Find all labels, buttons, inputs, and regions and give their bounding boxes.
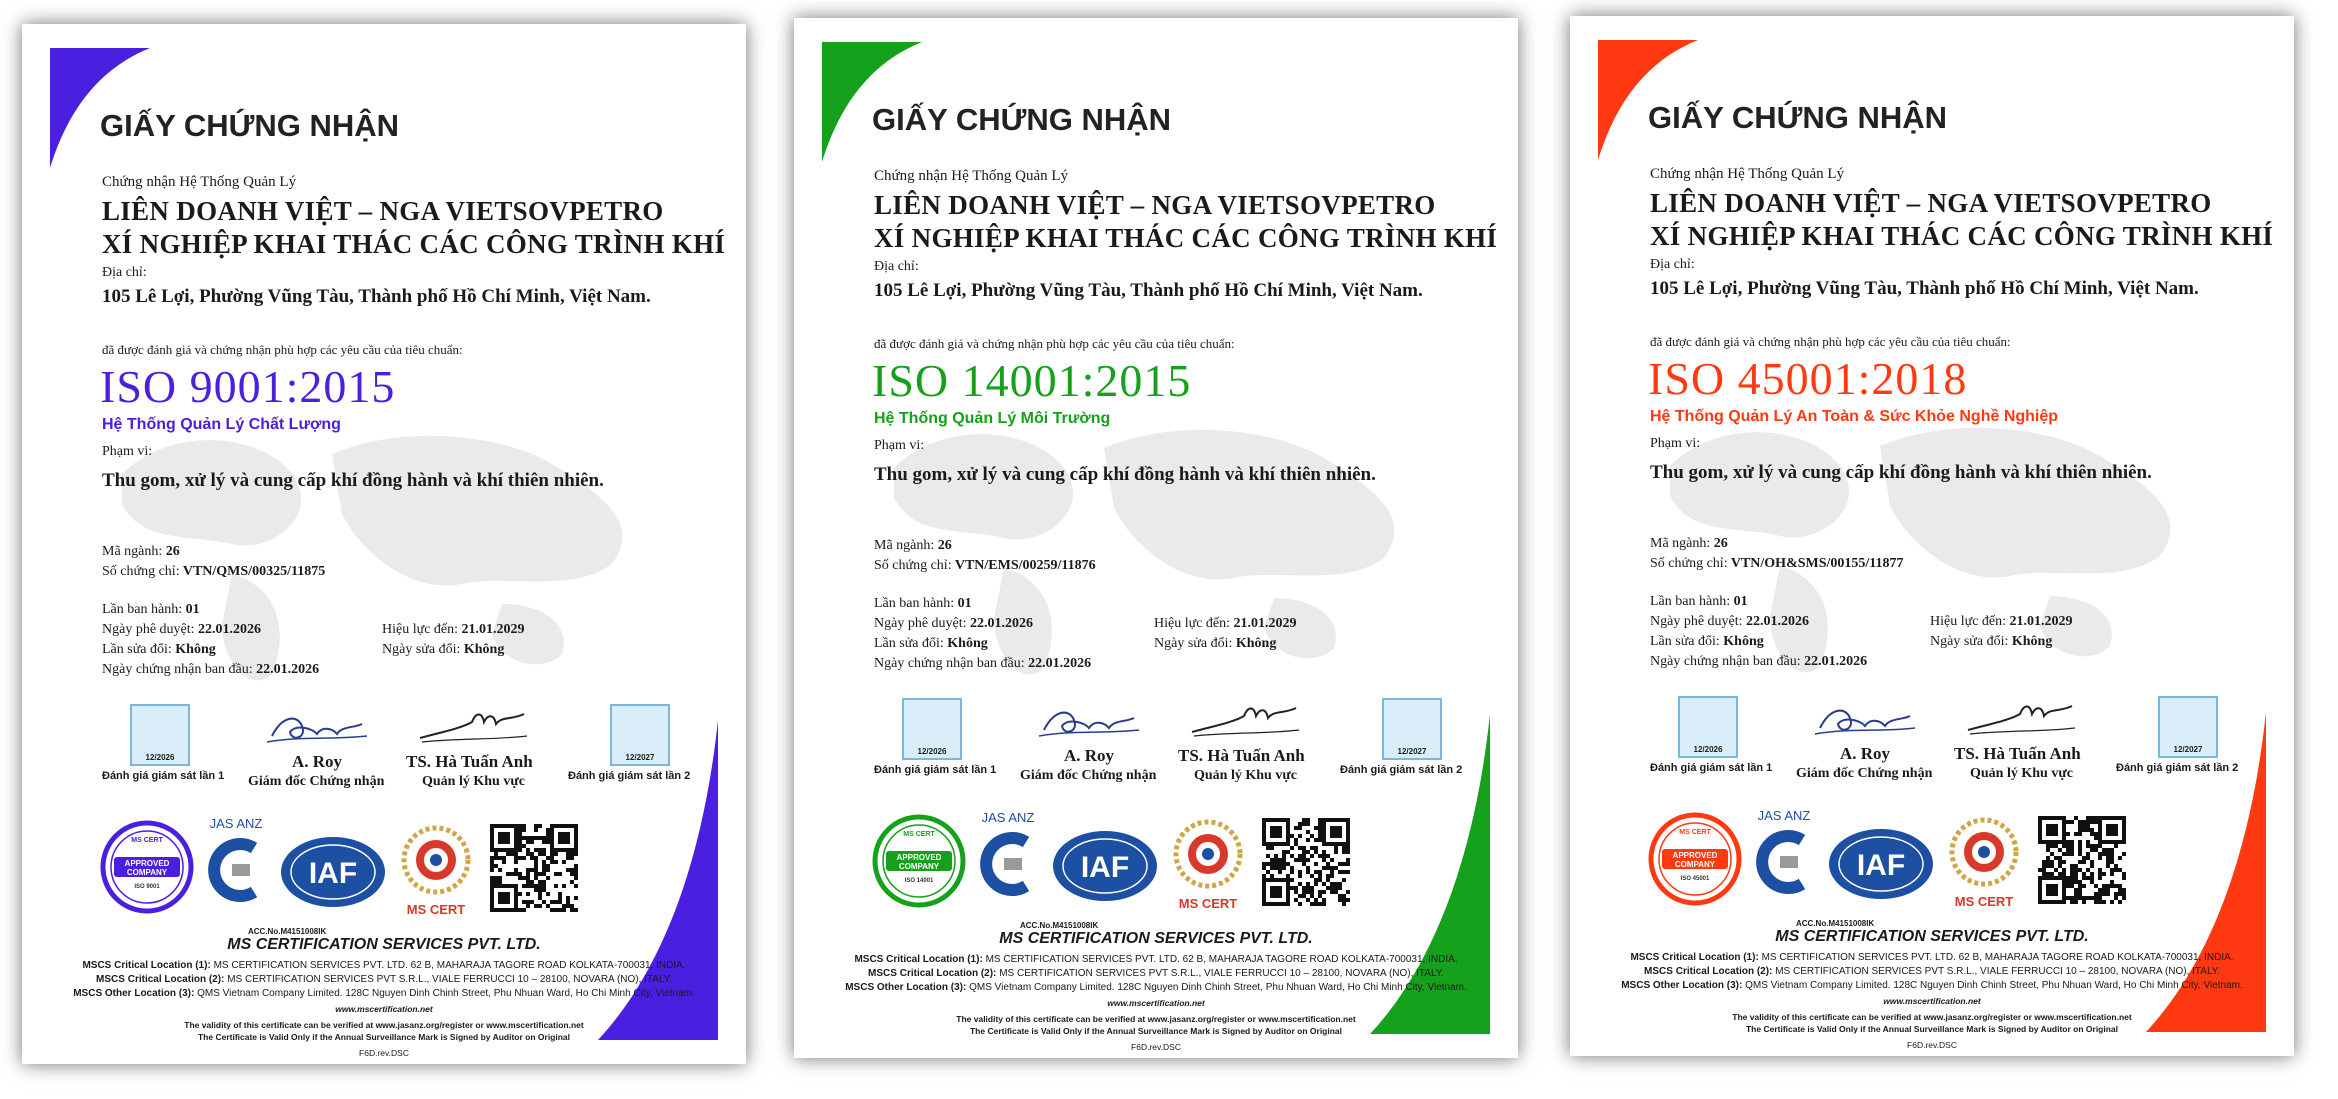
surveillance-caption-2: Đánh giá giám sát lần 2: [2116, 762, 2239, 774]
signer-2-role: Quản lý Khu vực: [1970, 766, 2073, 781]
signature-a-roy: [1810, 698, 1920, 742]
organization-line-2: XÍ NGHIỆP KHAI THÁC CÁC CÔNG TRÌNH KHÍ: [102, 229, 726, 259]
valid-until: Hiệu lực đến: 21.01.2029: [382, 622, 525, 637]
accreditation-number: ACC.No.M4151008IK: [248, 927, 327, 936]
scope-text: Thu gom, xử lý và cung cấp khí đồng hành và khí thiên nhiên.: [874, 464, 1376, 485]
certificate-2: [794, 18, 1518, 1058]
address-label: Địa chỉ:: [874, 259, 919, 274]
jas-anz-logo: [1740, 806, 1830, 916]
signer-1-role: Giám đốc Chứng nhận: [1796, 766, 1933, 781]
surveillance-stamp-1: 12/2026: [902, 698, 962, 760]
location-1: MSCS Critical Location (1): MS CERTIFICATION SERVICES PVT. LTD. 62 B, MAHARAJA TAGORE ROAD KOLKATA-700031, INDIA.: [854, 954, 1458, 965]
subtitle: Chứng nhận Hệ Thống Quản Lý: [874, 168, 1069, 184]
subtitle: Chứng nhận Hệ Thống Quản Lý: [1650, 166, 1845, 182]
scope-label: Phạm vi:: [1650, 436, 1701, 451]
signer-1-name: A. Roy: [1840, 744, 1891, 763]
validity-line-2: The Certificate is Valid Only if the Annual Surveillance Mark is Signed by Auditor on Original: [969, 1026, 1343, 1036]
location-2: MSCS Critical Location (2): MS CERTIFICATION SERVICES PVT S.R.L., VIALE FERRUCCI 10 – 28100, NOVARA (NO), ITALY.: [96, 974, 672, 985]
initial-certification-date: Ngày chứng nhận ban đầu: 22.01.2026: [1650, 654, 1868, 669]
standard-name: ISO 14001:2015: [872, 355, 1192, 406]
location-3: MSCS Other Location (3): QMS Vietnam Company Limited. 128C Nguyen Dinh Chinh Street, Phu Nhuan Ward, Ho Chi Minh City, Vietnam.: [73, 988, 695, 999]
badge-top-text: MS CERT: [1679, 829, 1711, 836]
badge-standard-text: ISO 9001: [134, 884, 160, 890]
address: 105 Lê Lợi, Phường Vũng Tàu, Thành phố Hồ Chí Minh, Việt Nam.: [874, 280, 1423, 301]
jas-anz-text: JAS ANZ: [1757, 808, 1811, 823]
location-2: MSCS Critical Location (2): MS CERTIFICATION SERVICES PVT S.R.L., VIALE FERRUCCI 10 – 28100, NOVARA (NO), ITALY.: [868, 968, 1444, 979]
signature-ha-tuan-anh: [1960, 696, 2080, 740]
organization-line-1: LIÊN DOANH VIỆT – NGA VIETSOVPETRO: [1650, 188, 2212, 218]
ms-cert-approved-badge: [872, 814, 966, 908]
jas-anz-logo: [192, 814, 282, 924]
signer-2-name: TS. Hà Tuấn Anh: [406, 752, 533, 771]
iaf-text: IAF: [1856, 849, 1906, 882]
issue-number: Lần ban hành: 01: [1650, 594, 1748, 609]
address-label: Địa chỉ:: [1650, 257, 1695, 272]
approval-date: Ngày phê duyệt: 22.01.2026: [102, 622, 262, 637]
jas-anz-logo: [964, 808, 1054, 918]
badge-standard-text: ISO 14001: [904, 878, 934, 884]
issuer-name: MS CERTIFICATION SERVICES PVT. LTD.: [1775, 928, 2089, 945]
signature-a-roy: [262, 706, 372, 750]
approval-date: Ngày phê duyệt: 22.01.2026: [874, 616, 1034, 631]
system-name: Hệ Thống Quản Lý An Toàn & Sức Khỏe Nghề Nghiệp: [1650, 408, 2059, 425]
location-2: MSCS Critical Location (2): MS CERTIFICATION SERVICES PVT S.R.L., VIALE FERRUCCI 10 – 28100, NOVARA (NO), ITALY.: [1644, 966, 2220, 977]
surveillance-stamp-2: 12/2027: [1382, 698, 1442, 760]
ms-cert-seal-logo: [1944, 816, 2024, 912]
jas-anz-text: JAS ANZ: [981, 810, 1035, 825]
ms-cert-approved-badge: [100, 820, 194, 914]
signer-1-role: Giám đốc Chứng nhận: [1020, 768, 1157, 783]
surveillance-caption-1: Đánh giá giám sát lần 1: [874, 764, 997, 776]
badge-standard-text: ISO 45001: [1680, 876, 1710, 882]
location-1: MSCS Critical Location (1): MS CERTIFICATION SERVICES PVT. LTD. 62 B, MAHARAJA TAGORE ROAD KOLKATA-700031, INDIA.: [1630, 952, 2234, 963]
iaf-logo: [1826, 826, 1936, 902]
badge-approved-text: APPROVED: [124, 859, 170, 868]
surveillance-caption-1: Đánh giá giám sát lần 1: [102, 770, 225, 782]
form-code: F6D.rev.DSC: [1907, 1040, 1957, 1050]
ms-cert-text: MS CERT: [1178, 896, 1238, 911]
website: www.mscertification.net: [1107, 998, 1205, 1008]
accreditation-number: ACC.No.M4151008IK: [1020, 921, 1099, 930]
signer-1-name: A. Roy: [1064, 746, 1115, 765]
surveillance-stamp-1: 12/2026: [130, 704, 190, 766]
iaf-text: IAF: [1080, 851, 1130, 884]
location-1: MSCS Critical Location (1): MS CERTIFICATION SERVICES PVT. LTD. 62 B, MAHARAJA TAGORE ROAD KOLKATA-700031, INDIA.: [82, 960, 686, 971]
surveillance-caption-1: Đánh giá giám sát lần 1: [1650, 762, 1773, 774]
scope-label: Phạm vi:: [102, 444, 153, 459]
validity-line-1: The validity of this certificate can be verified at www.jasanz.org/register or www.mscertification.net: [956, 1014, 1356, 1024]
surveillance-stamp-1: 12/2026: [1678, 696, 1738, 758]
revision-date: Ngày sửa đổi: Không: [1154, 636, 1277, 651]
form-code: F6D.rev.DSC: [359, 1048, 409, 1058]
surveillance-caption-2: Đánh giá giám sát lần 2: [568, 770, 691, 782]
location-3: MSCS Other Location (3): QMS Vietnam Company Limited. 128C Nguyen Dinh Chinh Street, Phu Nhuan Ward, Ho Chi Minh City, Vietnam.: [845, 982, 1467, 993]
certificate-title: GIẤY CHỨNG NHẬN: [1648, 100, 1947, 135]
ms-cert-seal-logo: [396, 824, 476, 920]
surveillance-stamp-2: 12/2027: [2158, 696, 2218, 758]
standard-name: ISO 45001:2018: [1648, 353, 1968, 404]
badge-approved-text: APPROVED: [1672, 851, 1718, 860]
certificate-title: GIẤY CHỨNG NHẬN: [100, 108, 399, 143]
jas-anz-text: JAS ANZ: [209, 816, 263, 831]
signer-1-role: Giám đốc Chứng nhận: [248, 774, 385, 789]
badge-company-text: COMPANY: [898, 862, 940, 871]
iaf-logo: [278, 834, 388, 910]
issue-number: Lần ban hành: 01: [874, 596, 972, 611]
signer-1-name: A. Roy: [292, 752, 343, 771]
scope-text: Thu gom, xử lý và cung cấp khí đồng hành và khí thiên nhiên.: [1650, 462, 2152, 483]
signer-2-role: Quản lý Khu vực: [1194, 768, 1297, 783]
issue-number: Lần ban hành: 01: [102, 602, 200, 617]
certificate-number: Số chứng chỉ: VTN/EMS/00259/11876: [874, 558, 1096, 573]
badge-company-text: COMPANY: [126, 868, 168, 877]
qr-code: [1262, 818, 1350, 906]
initial-certification-date: Ngày chứng nhận ban đầu: 22.01.2026: [874, 656, 1092, 671]
ms-cert-text: MS CERT: [1954, 894, 2014, 909]
accreditation-number: ACC.No.M4151008IK: [1796, 919, 1875, 928]
badge-approved-text: APPROVED: [896, 853, 942, 862]
subtitle: Chứng nhận Hệ Thống Quản Lý: [102, 174, 297, 190]
initial-certification-date: Ngày chứng nhận ban đầu: 22.01.2026: [102, 662, 320, 677]
sector-code: Mã ngành: 26: [1650, 536, 1728, 551]
validity-line-1: The validity of this certificate can be verified at www.jasanz.org/register or www.mscertification.net: [184, 1020, 584, 1030]
valid-until: Hiệu lực đến: 21.01.2029: [1930, 614, 2073, 629]
badge-company-text: COMPANY: [1674, 860, 1716, 869]
certificate-number: Số chứng chỉ: VTN/OH&SMS/00155/11877: [1650, 556, 1904, 571]
revision: Lần sửa đổi: Không: [102, 642, 216, 657]
revision-date: Ngày sửa đổi: Không: [1930, 634, 2053, 649]
qr-code: [490, 824, 578, 912]
certificate-3: [1570, 16, 2294, 1056]
certificate-1: [22, 24, 746, 1064]
ms-cert-text: MS CERT: [406, 902, 466, 917]
organization-line-1: LIÊN DOANH VIỆT – NGA VIETSOVPETRO: [102, 196, 664, 226]
scope-label: Phạm vi:: [874, 438, 925, 453]
certificate-title: GIẤY CHỨNG NHẬN: [872, 102, 1171, 137]
system-name: Hệ Thống Quản Lý Chất Lượng: [102, 416, 341, 433]
approval-date: Ngày phê duyệt: 22.01.2026: [1650, 614, 1810, 629]
address: 105 Lê Lợi, Phường Vũng Tàu, Thành phố Hồ Chí Minh, Việt Nam.: [102, 286, 651, 307]
ms-cert-seal-logo: [1168, 818, 1248, 914]
ms-cert-approved-badge: [1648, 812, 1742, 906]
badge-top-text: MS CERT: [903, 831, 935, 838]
signer-2-name: TS. Hà Tuấn Anh: [1178, 746, 1305, 765]
certificate-number: Số chứng chỉ: VTN/QMS/00325/11875: [102, 564, 326, 579]
validity-line-2: The Certificate is Valid Only if the Annual Surveillance Mark is Signed by Auditor on Original: [1745, 1024, 2119, 1034]
website: www.mscertification.net: [335, 1004, 433, 1014]
website: www.mscertification.net: [1883, 996, 1981, 1006]
signature-ha-tuan-anh: [412, 704, 532, 748]
revision-date: Ngày sửa đổi: Không: [382, 642, 505, 657]
signature-a-roy: [1034, 700, 1144, 744]
issuer-name: MS CERTIFICATION SERVICES PVT. LTD.: [999, 930, 1313, 947]
assessed-text: đã được đánh giá và chứng nhận phù hợp các yêu cầu của tiêu chuẩn:: [102, 342, 463, 357]
standard-name: ISO 9001:2015: [100, 361, 396, 412]
address: 105 Lê Lợi, Phường Vũng Tàu, Thành phố Hồ Chí Minh, Việt Nam.: [1650, 278, 2199, 299]
scope-text: Thu gom, xử lý và cung cấp khí đồng hành và khí thiên nhiên.: [102, 470, 604, 491]
system-name: Hệ Thống Quản Lý Môi Trường: [874, 410, 1111, 427]
badge-top-text: MS CERT: [131, 837, 163, 844]
signature-ha-tuan-anh: [1184, 698, 1304, 742]
organization-line-1: LIÊN DOANH VIỆT – NGA VIETSOVPETRO: [874, 190, 1436, 220]
signer-2-role: Quản lý Khu vực: [422, 774, 525, 789]
issuer-name: MS CERTIFICATION SERVICES PVT. LTD.: [227, 936, 541, 953]
assessed-text: đã được đánh giá và chứng nhận phù hợp các yêu cầu của tiêu chuẩn:: [874, 336, 1235, 351]
sector-code: Mã ngành: 26: [102, 544, 180, 559]
iaf-text: IAF: [308, 857, 358, 890]
address-label: Địa chỉ:: [102, 265, 147, 280]
revision: Lần sửa đổi: Không: [1650, 634, 1764, 649]
assessed-text: đã được đánh giá và chứng nhận phù hợp các yêu cầu của tiêu chuẩn:: [1650, 334, 2011, 349]
surveillance-caption-2: Đánh giá giám sát lần 2: [1340, 764, 1463, 776]
iaf-logo: [1050, 828, 1160, 904]
revision: Lần sửa đổi: Không: [874, 636, 988, 651]
validity-line-1: The validity of this certificate can be verified at www.jasanz.org/register or www.mscertification.net: [1732, 1012, 2132, 1022]
qr-code: [2038, 816, 2126, 904]
signer-2-name: TS. Hà Tuấn Anh: [1954, 744, 2081, 763]
surveillance-stamp-2: 12/2027: [610, 704, 670, 766]
location-3: MSCS Other Location (3): QMS Vietnam Company Limited. 128C Nguyen Dinh Chinh Street, Phu Nhuan Ward, Ho Chi Minh City, Vietnam.: [1621, 980, 2243, 991]
validity-line-2: The Certificate is Valid Only if the Annual Surveillance Mark is Signed by Auditor on Original: [197, 1032, 571, 1042]
valid-until: Hiệu lực đến: 21.01.2029: [1154, 616, 1297, 631]
form-code: F6D.rev.DSC: [1131, 1042, 1181, 1052]
organization-line-2: XÍ NGHIỆP KHAI THÁC CÁC CÔNG TRÌNH KHÍ: [1650, 221, 2274, 251]
organization-line-2: XÍ NGHIỆP KHAI THÁC CÁC CÔNG TRÌNH KHÍ: [874, 223, 1498, 253]
sector-code: Mã ngành: 26: [874, 538, 952, 553]
